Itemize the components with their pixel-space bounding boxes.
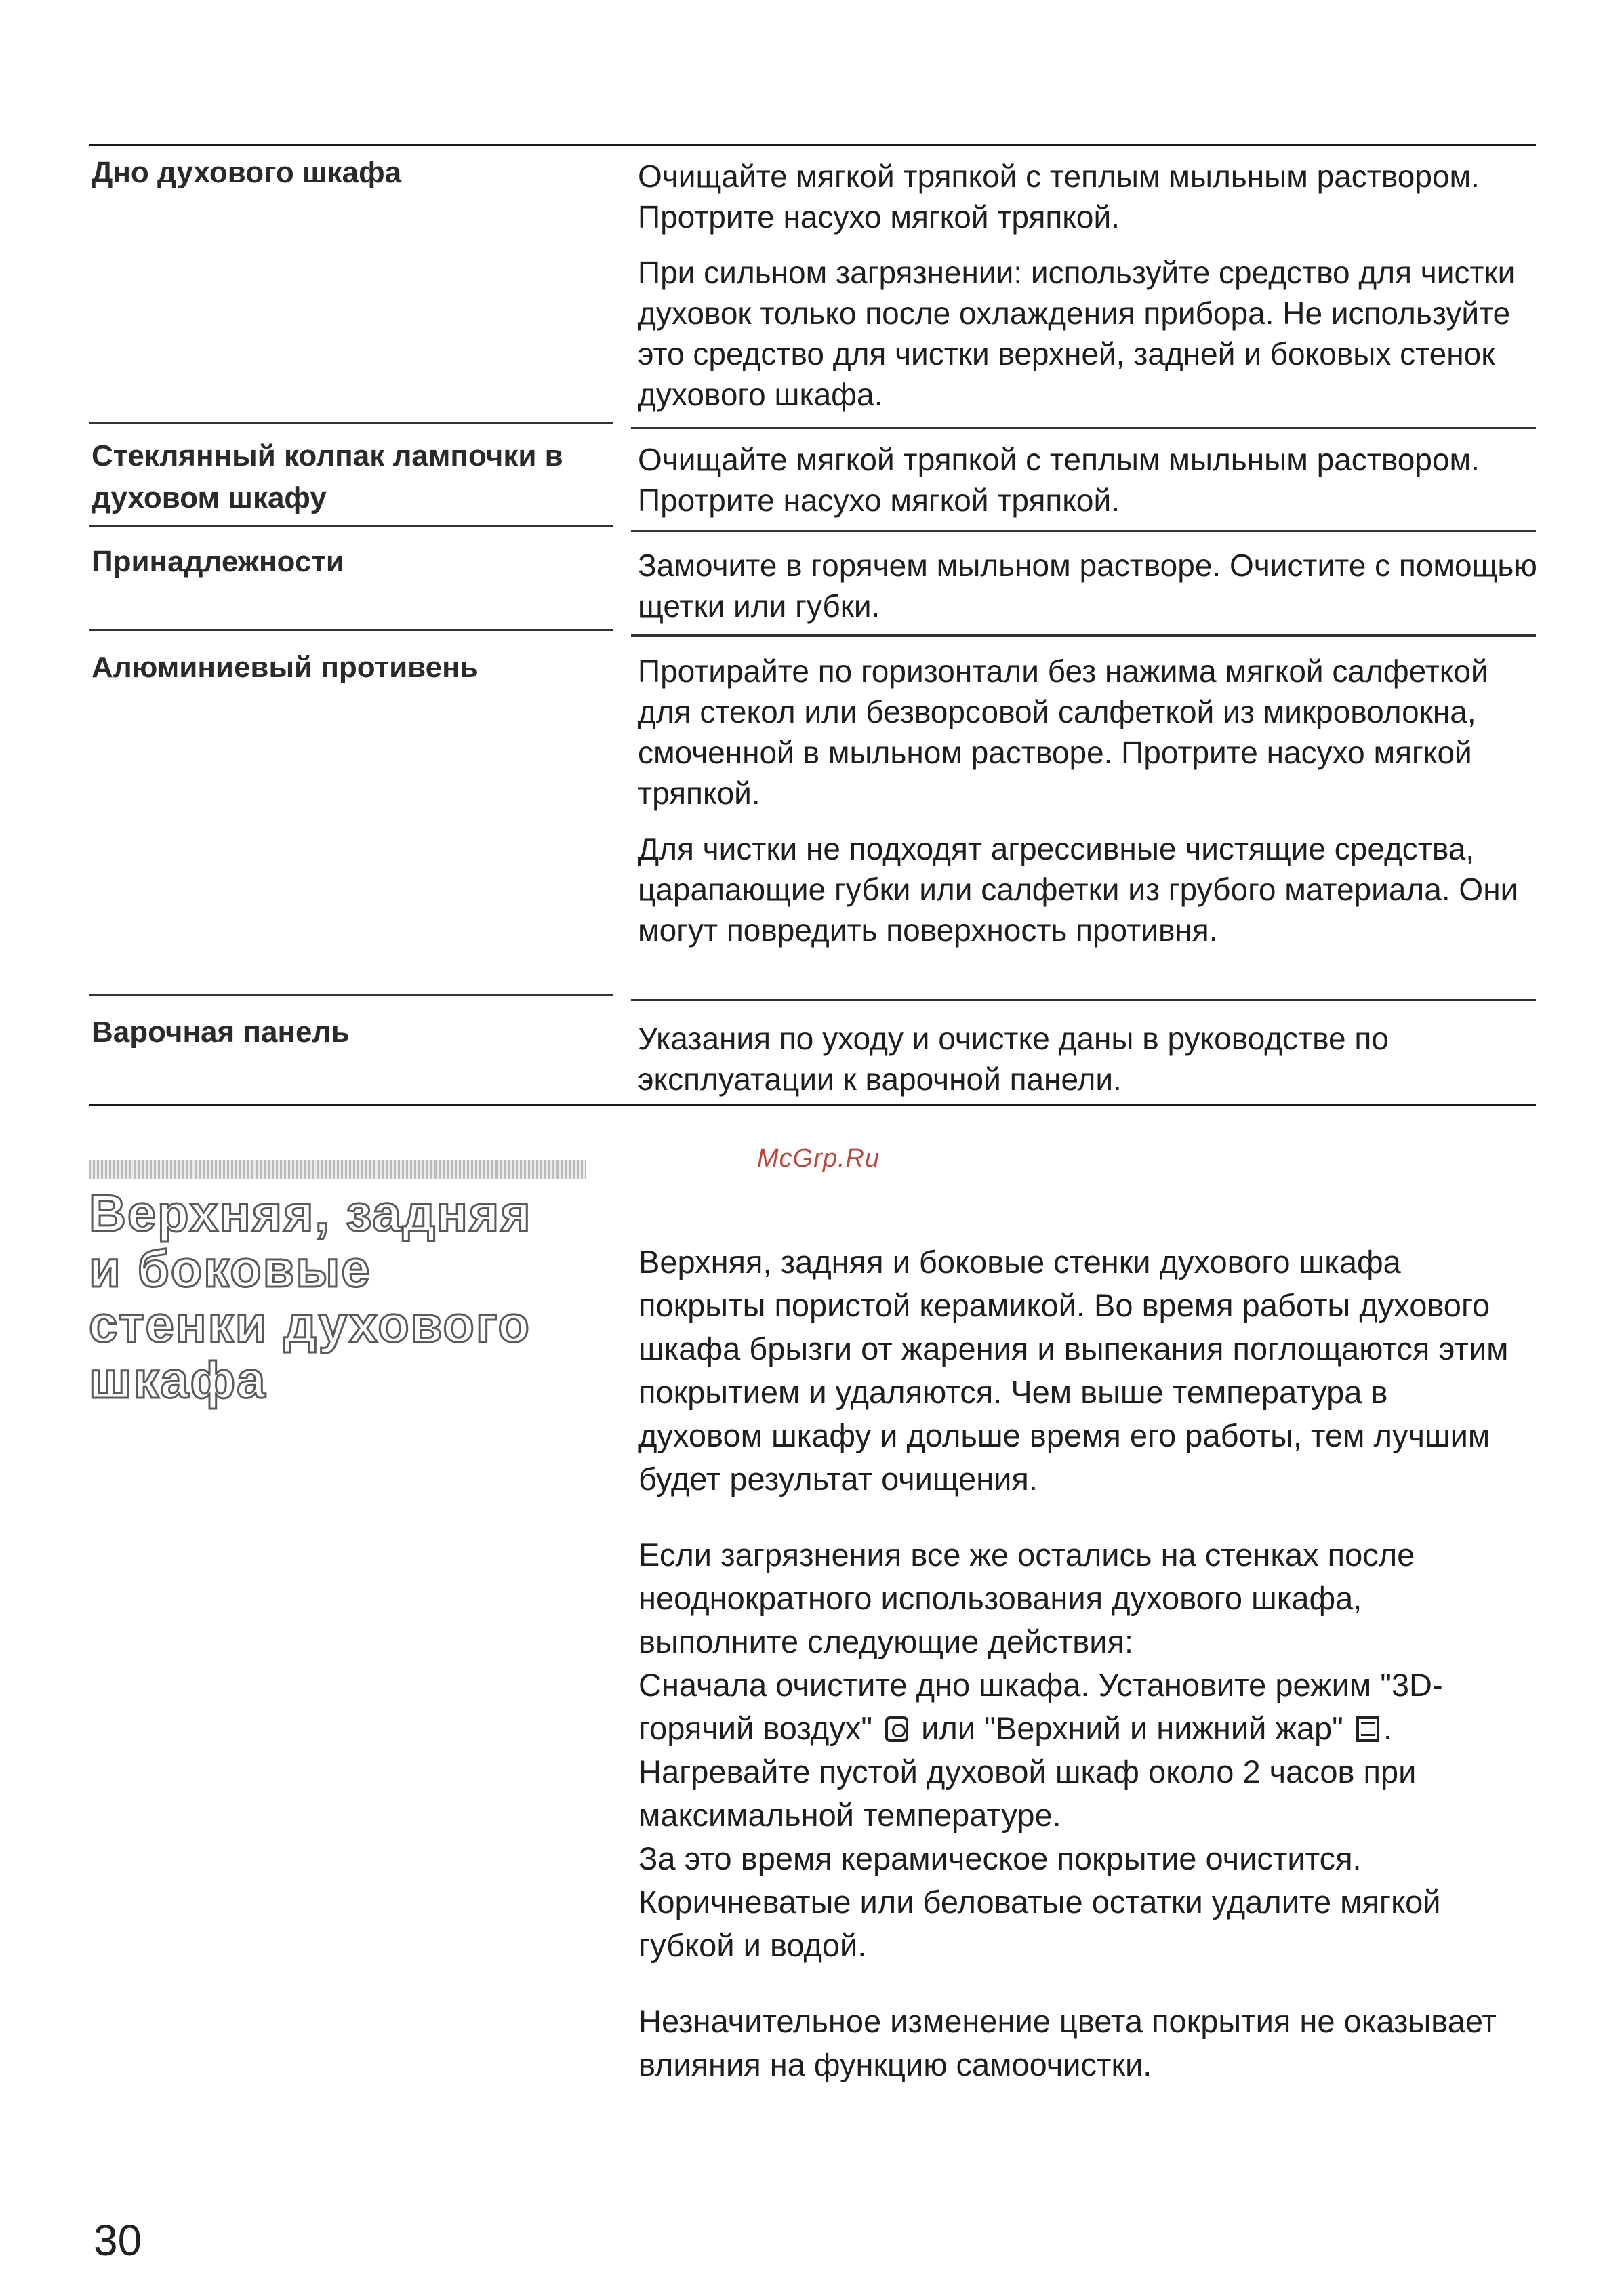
top-bottom-heat-icon bbox=[1356, 1716, 1379, 1742]
row-paragraph: Указания по уходу и очистке даны в руководстве по эксплуатации к варочной панели. bbox=[638, 1021, 1389, 1097]
section-title-line: и боковые bbox=[89, 1240, 371, 1298]
instructions-step-mode: Сначала очистите дно шкафа. Установите режим "3D-горячий воздух" bbox=[638, 1667, 1443, 1746]
section-body bbox=[638, 1240, 1520, 2086]
section-title bbox=[89, 1186, 604, 1409]
body-paragraph-discoloration: Незначительное изменение цвета покрытия не оказывает влияния на функцию самоочистки. bbox=[638, 2003, 1497, 2082]
instructions-heat: Нагревайте пустой духовой шкаф около 2 часов при максимальной температуре. bbox=[638, 1754, 1417, 1833]
instructions-result: За это время керамическое покрытие очистится. Коричневатые или беловатые остатки удалите мягкой губкой и водой. bbox=[638, 1840, 1441, 1963]
body-paragraph-instructions bbox=[638, 1533, 1520, 1967]
row-divider bbox=[631, 530, 1536, 532]
row-divider bbox=[89, 629, 613, 631]
page-number: 30 bbox=[94, 2216, 142, 2265]
table-top-rule bbox=[89, 144, 1536, 146]
row-divider bbox=[631, 999, 1536, 1001]
row-divider bbox=[89, 422, 613, 424]
row-label: Алюминиевый противень bbox=[92, 651, 479, 684]
row-label: Стеклянный колпак лампочки в духовом шкафу bbox=[92, 439, 563, 514]
section-title-line: шкафа bbox=[89, 1352, 267, 1409]
body-paragraph-ceramic: Верхняя, задняя и боковые стенки духового шкафа покрыты пористой керамикой. Во время работы духового шкафа брызги от жарения и выпекания поглощаются этим покрытием и удаляются. Чем выше температура в духовом шкафу и дольше время его работы, тем лучшим будет результат очищения. bbox=[638, 1244, 1509, 1497]
row-description bbox=[638, 439, 1539, 536]
row-description bbox=[638, 545, 1539, 641]
watermark: McGrp.Ru bbox=[757, 1144, 880, 1173]
instructions-intro: Если загрязнения все же остались на стенках после неоднократного использования духового шкафа, выполните следующие действия: bbox=[638, 1537, 1415, 1659]
row-divider bbox=[89, 525, 613, 527]
row-paragraph: Очищайте мягкой тряпкой с теплым мыльным раствором. Протрите насухо мягкой тряпкой. bbox=[638, 442, 1480, 518]
row-divider bbox=[89, 994, 613, 996]
row-paragraph: Очищайте мягкой тряпкой с теплым мыльным раствором. Протрите насухо мягкой тряпкой. bbox=[638, 159, 1480, 235]
3d-hot-air-icon bbox=[885, 1716, 908, 1742]
row-paragraph: При сильном загрязнении: используйте средство для чистки духовок только после охлаждения прибора. Не используйте это средство для чистки верхней, задней и боковых стенок духового шкафа. bbox=[638, 255, 1516, 412]
row-label: Дно духового шкафа bbox=[92, 156, 402, 189]
section-hatch-bar bbox=[89, 1160, 586, 1179]
row-divider bbox=[631, 427, 1536, 429]
row-label: Принадлежности bbox=[92, 545, 344, 578]
row-description bbox=[638, 156, 1539, 430]
row-label: Варочная панель bbox=[92, 1015, 350, 1049]
section-title-line: Верхняя, задняя bbox=[89, 1185, 532, 1242]
row-description bbox=[638, 651, 1539, 965]
section-title-line: стенки духового bbox=[89, 1296, 531, 1354]
instructions-step-mode-alt: или "Верхний и нижний жар" bbox=[921, 1710, 1343, 1746]
row-description bbox=[638, 1018, 1539, 1114]
row-paragraph: Протирайте по горизонтали без нажима мягкой салфеткой для стекол или безворсовой салфеткой из микроволокна, смоченной в мыльном растворе. Протрите насухо мягкой тряпкой. bbox=[638, 653, 1488, 811]
row-paragraph: Замочите в горячем мыльном растворе. Очистите с помощью щетки или губки. bbox=[638, 548, 1537, 624]
row-divider bbox=[631, 634, 1536, 637]
row-paragraph: Для чистки не подходят агрессивные чистящие средства, царапающие губки или салфетки из грубого материала. Они могут повредить поверхность противня. bbox=[638, 831, 1518, 948]
table-bottom-rule bbox=[89, 1104, 1536, 1106]
instructions-step-end: . bbox=[1383, 1710, 1392, 1746]
